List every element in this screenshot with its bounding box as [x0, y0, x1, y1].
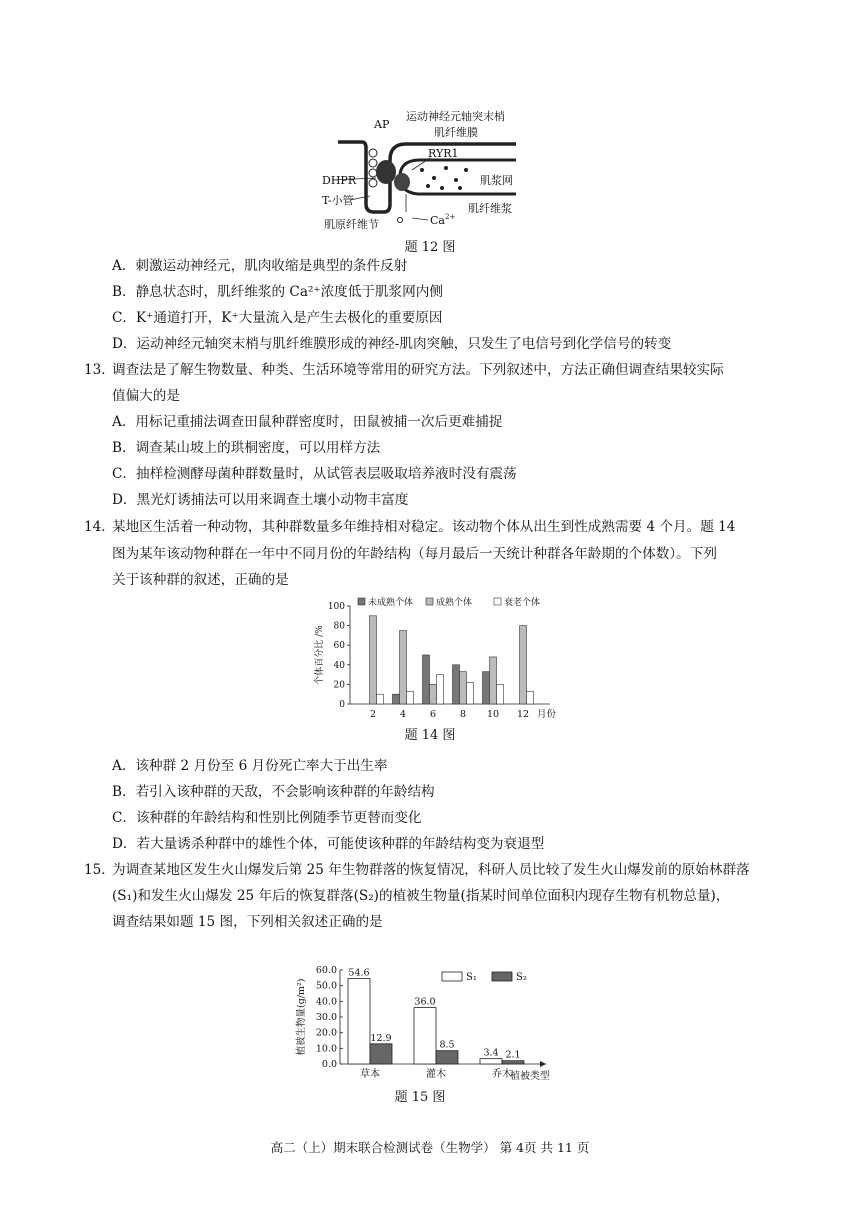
dhpr-protein — [376, 160, 396, 184]
legend-swatch-2 — [426, 598, 433, 605]
x-tick-label: 10 — [486, 709, 500, 720]
label-axon-terminal: 运动神经元轴突末梢 — [406, 110, 505, 123]
q14-option-c: C．该种群的年龄结构和性别比例随季节更替而变化 — [112, 810, 422, 826]
bar-2 — [436, 1051, 458, 1064]
bar-3 — [437, 675, 444, 704]
data-label: 12.9 — [370, 1032, 392, 1044]
q13-option-b: B．调查某山坡上的珙桐密度，可以用样方法 — [112, 440, 381, 456]
bar-2 — [490, 657, 497, 704]
figure-14-chart — [300, 594, 590, 726]
x-axis-arrow — [540, 1061, 546, 1067]
bar-2 — [430, 684, 437, 704]
bar-2 — [502, 1061, 524, 1064]
bar-3 — [377, 694, 384, 704]
legend-label-1: S₁ — [466, 972, 477, 983]
q14-option-d: D．若大量诱杀种群中的雄性个体，可能使该种群的年龄结构变为衰退型 — [112, 836, 545, 852]
bar-2 — [370, 616, 377, 704]
calcium-dots — [420, 166, 468, 190]
q15-number: 15． — [84, 862, 115, 878]
legend-label-2: 成熟个体 — [436, 598, 473, 608]
q13-option-a: A．用标记重捕法调查田鼠种群密度时，田鼠被捕一次后更难捕捉 — [112, 414, 503, 430]
legend-label-1: 未成熟个体 — [368, 598, 414, 608]
y-tick-label: 40 — [333, 660, 345, 671]
bar-3 — [497, 684, 504, 704]
legend-swatch-1 — [442, 972, 462, 981]
ryr1-protein — [394, 173, 410, 191]
q14-stem-line-1: 14．某地区生活着一种动物，其种群数量多年维持相对稳定。该动物个体从出生到性成熟需要 4 个月。题 14 — [84, 519, 736, 535]
q13-stem-line-1: 13．调查法是了解生物数量、种类、生活环境等常用的研究方法。下列叙述中，方法正确但调查结果较实际 — [84, 362, 724, 378]
y-tick-label: 60.0 — [315, 965, 337, 976]
page-footer: 高二（上）期末联合检测试卷（生物学） 第 4页 共 11 页 — [270, 1140, 590, 1155]
bar-1 — [393, 694, 400, 704]
y-tick-label: 80 — [333, 621, 345, 632]
bar-1 — [453, 665, 460, 704]
q15-stem-line-2: (S₁)和发生火山爆发 25 年后的恢复群落(S₂)的植被生物量(指某时间单位面积内现存生物有机物总量)， — [112, 888, 730, 904]
q14-option-a: A．该种群 2 月份至 6 月份死亡率大于出生率 — [112, 758, 388, 774]
x-tick-label: 8 — [459, 709, 467, 720]
bar-2 — [520, 626, 527, 704]
q15-stem-line-3: 调查结果如题 15 图，下列相关叙述正确的是 — [112, 914, 383, 930]
label-sarcomere: 肌原纤维节 — [324, 218, 379, 231]
q13-number: 13． — [84, 362, 115, 378]
q13-option-d: D．黑光灯诱捕法可以用来调查土壤小动物丰富度 — [112, 492, 409, 508]
bar-2 — [460, 672, 467, 704]
q13-option-c: C．抽样检测酵母菌种群数量时，从试管表层吸取培养液时没有震荡 — [112, 466, 517, 482]
x-tick-label: 草本 — [360, 1069, 380, 1080]
legend-label-3: 衰老个体 — [504, 598, 541, 608]
y-tick-label: 50.0 — [315, 980, 337, 992]
y-tick-label: 60 — [333, 641, 345, 652]
bar-3 — [527, 691, 534, 704]
x-axis-label: 植被类型 — [510, 1071, 550, 1082]
q12-option-a: A．刺激运动神经元，肌肉收缩是典型的条件反射 — [112, 258, 408, 274]
label-ap: AP — [374, 118, 390, 131]
figure-12-diagram — [310, 108, 550, 234]
x-axis-label: 月份 — [537, 709, 557, 720]
figure-12-caption: 题 12 图 — [404, 240, 456, 255]
x-tick-label: 6 — [429, 709, 437, 720]
legend-swatch-2 — [492, 972, 512, 981]
bar-1 — [483, 672, 490, 704]
y-tick-label: 100 — [327, 602, 345, 612]
y-tick-label: 20 — [333, 680, 345, 691]
data-label: 8.5 — [439, 1039, 455, 1051]
x-tick-label: 12 — [516, 709, 530, 720]
q12-option-c: C．K⁺通道打开，K⁺大量流入是产生去极化的重要原因 — [112, 310, 443, 326]
legend-swatch-1 — [358, 598, 365, 605]
x-tick-label: 2 — [369, 709, 377, 720]
y-tick-label: 0.0 — [321, 1059, 337, 1070]
q14-stem-line-2: 图为某年该动物种群在一年中不同月份的年龄结构（每月最后一天统计种群各年龄期的个体数）。下列 — [112, 546, 717, 562]
q12-option-d: D．运动神经元轴突末梢与肌纤维膜形成的神经-肌肉突触，只发生了电信号到化学信号的转变 — [112, 336, 672, 352]
x-tick-label: 4 — [399, 709, 407, 720]
data-label: 2.1 — [505, 1049, 521, 1061]
figure-15-chart — [290, 960, 580, 1086]
label-sarcoplasm: 肌纤维浆 — [468, 202, 512, 215]
data-label: 3.4 — [483, 1047, 499, 1059]
legend-swatch-3 — [494, 598, 501, 605]
label-calcium: $Ca^{2+}$ — [430, 213, 456, 227]
data-label: 36.0 — [414, 996, 436, 1008]
figure-14-caption: 题 14 图 — [404, 728, 456, 743]
y-tick-label: 20.0 — [315, 1027, 337, 1039]
y-tick-label: 0 — [339, 700, 345, 710]
bar-3 — [407, 691, 414, 704]
data-label: 54.6 — [348, 967, 370, 979]
bar-1 — [480, 1059, 502, 1064]
x-tick-label: 灌木 — [426, 1069, 446, 1080]
y-axis-label: 个体百分比 /% — [315, 625, 325, 685]
label-sarcoplasmic-reticulum: 肌浆网 — [480, 174, 513, 187]
bar-2 — [370, 1044, 392, 1064]
bar-3 — [467, 682, 474, 704]
q12-option-b: B．静息状态时，肌纤维浆的 Ca²⁺浓度低于肌浆网内侧 — [112, 284, 443, 300]
y-tick-label: 10.0 — [315, 1043, 337, 1055]
y-tick-label: 30.0 — [315, 1012, 337, 1023]
q14-number: 14． — [84, 519, 115, 535]
bar-1 — [423, 655, 430, 704]
legend-label-2: S₂ — [516, 972, 527, 983]
q15-stem-line-1: 15．为调查某地区发生火山爆发后第 25 年生物群落的恢复情况，科研人员比较了发生火山爆发前的原始林群落 — [84, 862, 750, 878]
label-t-tubule: T-小管 — [322, 194, 354, 207]
q13-stem-line-2: 值偏大的是 — [112, 388, 180, 404]
bar-2 — [400, 631, 407, 705]
bar-1 — [414, 1008, 436, 1064]
label-dhpr: DHPR — [322, 174, 357, 187]
y-tick-label: 40.0 — [315, 996, 337, 1008]
x-tick-label: 乔木 — [492, 1069, 512, 1080]
q14-option-b: B．若引入该种群的天敌，不会影响该种群的年龄结构 — [112, 784, 435, 800]
bar-1 — [348, 978, 370, 1064]
positive-charges — [369, 149, 377, 187]
label-sarcolemma: 肌纤维膜 — [434, 126, 478, 139]
label-ryr1: RYR1 — [428, 147, 459, 160]
y-axis-label: 植被生物量(g/m²) — [296, 978, 307, 1056]
figure-15-caption: 题 15 图 — [394, 1090, 446, 1105]
q14-stem-line-3: 关于该种群的叙述，正确的是 — [112, 572, 289, 588]
